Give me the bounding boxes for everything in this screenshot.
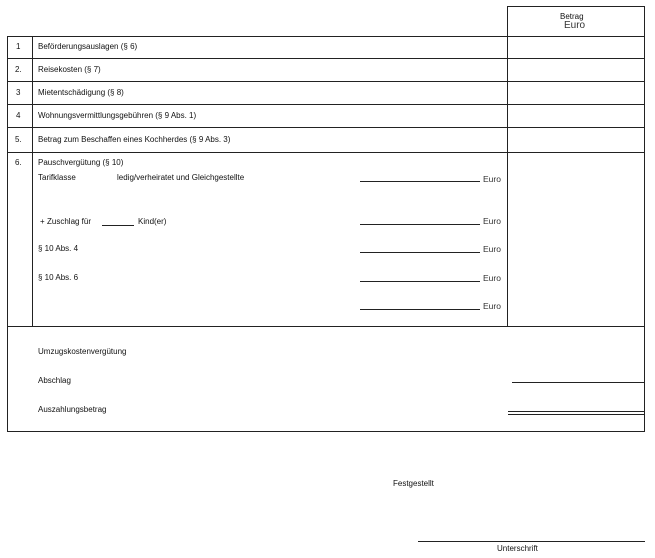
header-box-left [507,6,508,36]
header-betrag: Betrag [560,12,584,21]
row-label: Beförderungsauslagen (§ 6) [38,42,138,51]
festgestellt-label: Festgestellt [393,479,434,488]
abs6-euro: Euro [483,273,501,283]
row-separator [7,58,645,59]
abschlag-label: Abschlag [38,376,71,385]
header-box-top [507,6,645,7]
row-number: 3 [16,88,21,97]
row-separator [7,152,645,153]
header-box-right [644,6,645,36]
header-euro: Euro [564,20,586,31]
zuschlag-suffix: Kind(er) [138,217,167,226]
abschlag-amount-field[interactable] [512,382,645,383]
row-number: 2. [15,65,22,74]
section-separator [7,326,645,327]
row-label: Mietentschädigung (§ 8) [38,88,124,97]
table-right-border [644,36,645,431]
zuschlag-euro: Euro [483,216,501,226]
row-label: Betrag zum Beschaffen eines Kochherdes (§ 9 Abs. 3) [38,135,231,144]
row-label: Reisekosten (§ 7) [38,65,101,74]
row-number: 4 [16,111,21,120]
abs4-amount-field[interactable] [360,252,480,253]
row-separator [7,127,645,128]
pauschale-title: Pauschvergütung (§ 10) [38,158,124,167]
tarif-label: Tarifklasse [38,173,76,182]
abs4-label: § 10 Abs. 4 [38,244,79,253]
kinder-count-field[interactable] [102,225,134,226]
row-number: 6. [15,158,22,167]
row-label: Wohnungsvermittlungsgebühren (§ 9 Abs. 1) [38,111,197,120]
row-separator [7,104,645,105]
amount-column-divider [507,36,508,326]
row-separator [7,81,645,82]
tarif-euro: Euro [483,174,501,184]
abs6-label: § 10 Abs. 6 [38,273,79,282]
subtotal-amount-field[interactable] [360,309,480,310]
table-left-border [7,36,8,431]
tarif-text: ledig/verheiratet und Gleichgestellte [117,173,245,182]
auszahlung-double-line-bottom[interactable] [508,414,645,415]
table-bottom-border [7,431,645,432]
auszahlung-label: Auszahlungsbetrag [38,405,107,414]
zuschlag-prefix: Zuschlag für [47,217,92,226]
signature-line[interactable] [418,541,645,542]
abs4-euro: Euro [483,244,501,254]
row-number: 5. [15,135,22,144]
auszahlung-double-line-top [508,411,645,412]
number-column-divider [32,36,33,326]
tarif-amount-field[interactable] [360,181,480,182]
subtotal-euro: Euro [483,301,501,311]
zuschlag-amount-field[interactable] [360,224,480,225]
umzug-label: Umzugskostenvergütung [38,347,127,356]
umzug-amount-field[interactable] [512,355,641,356]
unterschrift-label: Unterschrift [497,544,538,553]
table-top-border [7,36,645,37]
row-number: 1 [16,42,21,51]
zuschlag-bullet: + [40,217,45,226]
abs6-amount-field[interactable] [360,281,480,282]
